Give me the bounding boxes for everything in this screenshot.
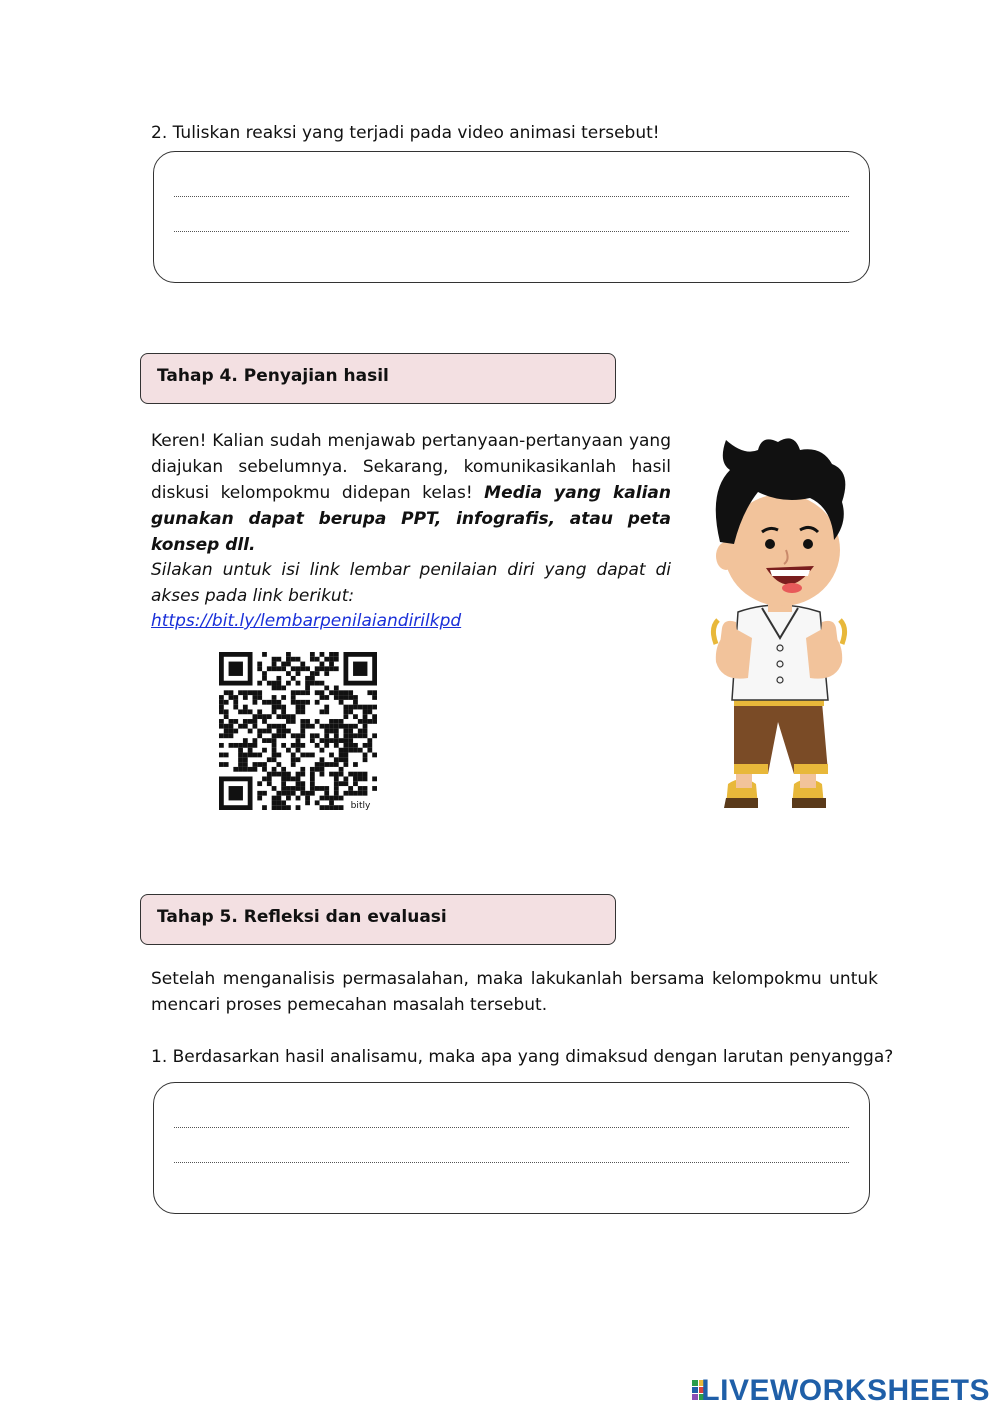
answer-line	[174, 196, 849, 197]
question-2: 2. Tuliskan reaksi yang terjadi pada video animasi tersebut!	[151, 123, 660, 143]
stage-4-media-note: Media yang kalian gunakan dapat berupa PPT, infografis, atau peta konsep dll.	[151, 483, 671, 555]
stage-4-title: Tahap 4. Penyajian hasil	[157, 366, 389, 386]
answer-line	[174, 1162, 849, 1163]
liveworksheets-brand: LIVEWORKSHEETS	[701, 1374, 990, 1407]
stage-4-paragraph	[151, 428, 671, 558]
stage-5-intro: Setelah menganalisis permasalahan, maka lakukanlah bersama kelompokmu untuk mencari proses pemecahan masalah tersebut.	[151, 969, 878, 1015]
question-1: 1. Berdasarkan hasil analisamu, maka apa yang dimaksud dengan larutan penyangga?	[151, 1047, 894, 1067]
qr-code	[219, 652, 377, 810]
answer-box-q2[interactable]	[153, 151, 870, 283]
stage-5-title: Tahap 5. Refleksi dan evaluasi	[157, 907, 447, 927]
qr-caption: bitly	[350, 801, 371, 810]
stage-4-header	[140, 353, 616, 404]
answer-line	[174, 1127, 849, 1128]
answer-line	[174, 231, 849, 232]
assessment-link[interactable]: https://bit.ly/lembarpenilaiandirilkpd	[151, 611, 462, 631]
answer-box-q1[interactable]	[153, 1082, 870, 1214]
stage-4-link-intro: Silakan untuk isi link lembar penilaian diri yang dapat di akses pada link berikut:	[151, 560, 671, 606]
stage-4-text: Keren! Kalian sudah menjawab pertanyaan-pertanyaan yang diajukan sebelumnya. Sekarang, komunikasikanlah hasil diskusi kelompokmu didepan kelas!	[151, 431, 671, 503]
cartoon-boy-illustration	[682, 432, 852, 814]
stage-5-header	[140, 894, 616, 945]
